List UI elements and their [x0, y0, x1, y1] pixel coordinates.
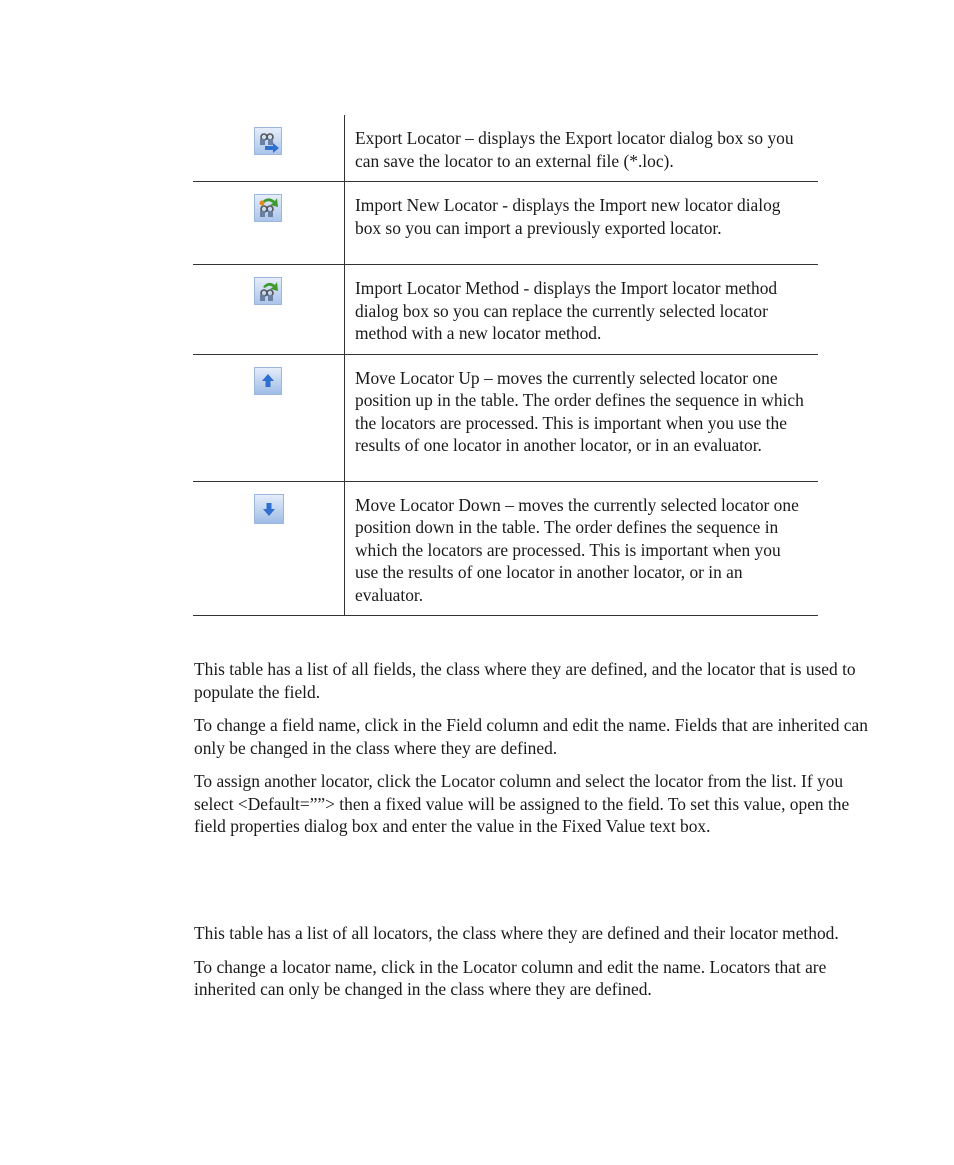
icon-cell: [193, 182, 345, 265]
table-row: [193, 115, 818, 182]
icon-cell: [193, 115, 345, 182]
paragraph: To change a locator name, click in the Locator column and edit the name. Locators that are inherited can only be changed in the class where they are defined.: [194, 956, 827, 999]
row-description: Import Locator Method - displays the Import locator method dialog box so you can replace the currently selected locator method with a new locator method.: [345, 265, 819, 355]
paragraph: This table has a list of all locators, the class where they are defined and their locator method.: [194, 923, 839, 943]
paragraph: To assign another locator, click the Locator column and select the locator from the list. If you select <Default=””> then a fixed value will be assigned to the field. To set this value, open the field properties dialog box and enter the value in the Fixed Value text box.: [194, 771, 850, 836]
icon-cell: [193, 481, 345, 616]
icon-cell: [193, 265, 345, 355]
fields-table-description: [194, 658, 879, 849]
toolbar-buttons-table: [193, 115, 818, 616]
paragraph: To change a field name, click in the Field column and edit the name. Fields that are inherited can only be changed in the class where they are defined.: [194, 715, 868, 758]
locators-table-description: [194, 922, 879, 1012]
row-description: Import New Locator - displays the Import new locator dialog box so you can import a previously exported locator.: [345, 182, 819, 265]
icon-cell: [193, 354, 345, 481]
move-up-icon: [254, 367, 282, 395]
row-description: Move Locator Up – moves the currently selected locator one position up in the table. The order defines the sequence in which the locators are processed. This is important when you use the results of one locator in another locator, or in an evaluator.: [345, 354, 819, 481]
row-description: Export Locator – displays the Export locator dialog box so you can save the locator to an external file (*.loc).: [345, 115, 819, 182]
row-description: Move Locator Down – moves the currently selected locator one position down in the table. The order defines the sequence in which the locators are processed. This is important when you use the results of one locator in another locator, or in an evaluator.: [345, 481, 819, 616]
import-new-locator-icon: [254, 194, 282, 222]
table-row: [193, 265, 818, 355]
export-locator-icon: [254, 127, 282, 155]
table-row: [193, 182, 818, 265]
table-row: [193, 481, 818, 616]
paragraph: This table has a list of all fields, the class where they are defined, and the locator that is used to populate the field.: [194, 659, 856, 702]
move-down-icon: [254, 494, 282, 522]
table-row: [193, 354, 818, 481]
import-locator-method-icon: [254, 277, 282, 305]
